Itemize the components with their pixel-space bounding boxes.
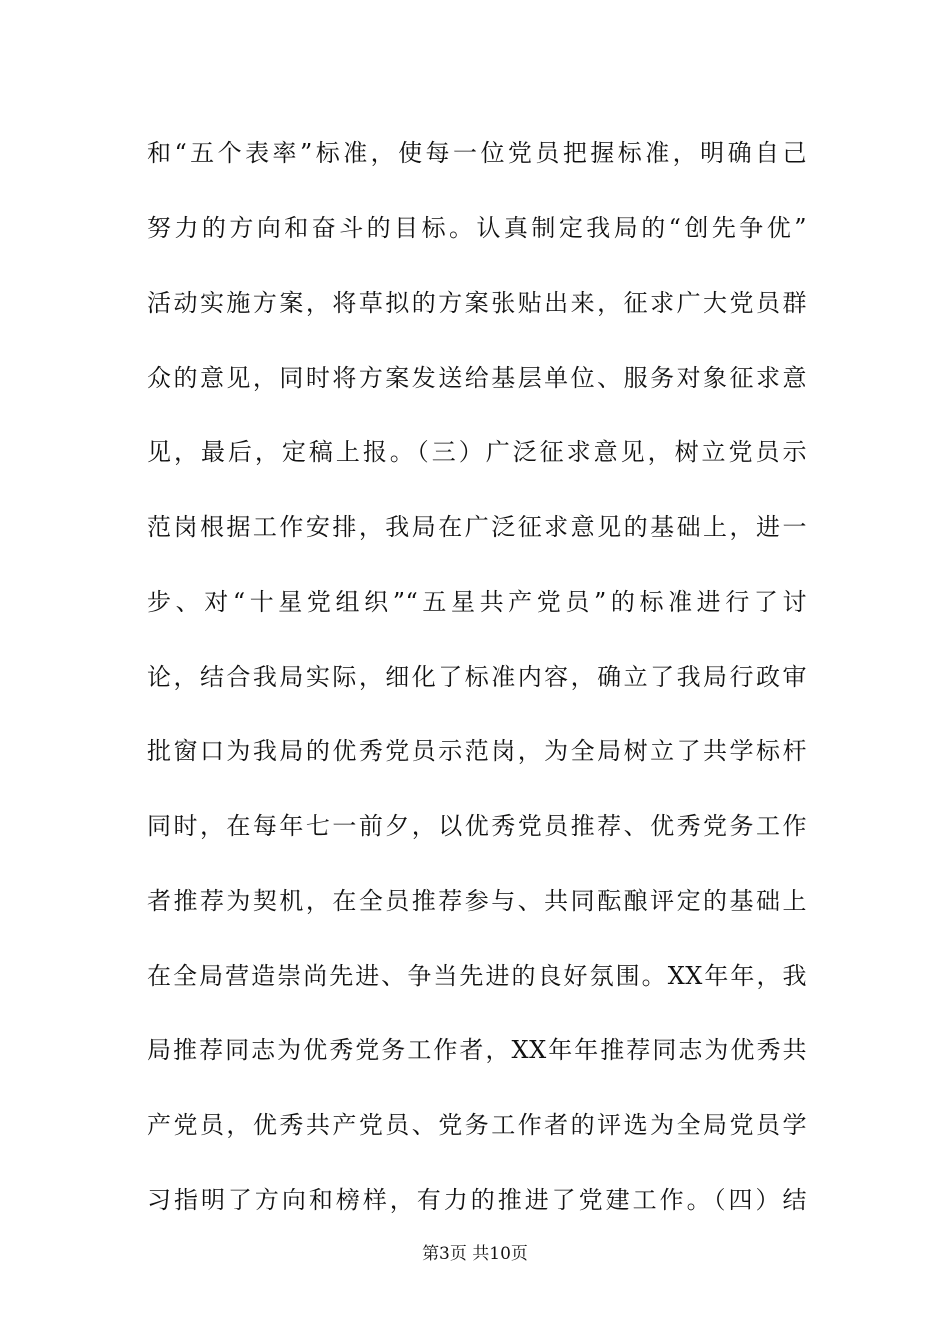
body-text-line: 局推荐同志为优秀党务工作者，XX年年推荐同志为优秀共 <box>147 1036 807 1064</box>
body-text-line: 论，结合我局实际，细化了标准内容，确立了我局行政审 <box>147 663 807 691</box>
body-text-line: 习指明了方向和榜样，有力的推进了党建工作。（四）结 <box>147 1186 807 1214</box>
body-text-line: 同时，在每年七一前夕，以优秀党员推荐、优秀党务工作 <box>147 812 807 840</box>
body-text-line: 和“五个表率”标准，使每一位党员把握标准，明确自己 <box>147 139 807 167</box>
page-number-footer: 第3页 共10页 <box>422 1244 528 1264</box>
body-text-line: 众的意见，同时将方案发送给基层单位、服务对象征求意 <box>147 364 807 392</box>
body-text-line: 在全局营造崇尚先进、争当先进的良好氛围。XX年年，我 <box>147 962 807 990</box>
body-text-line: 范岗根据工作安排，我局在广泛征求意见的基础上，进一 <box>147 513 807 541</box>
body-text-line: 者推荐为契机，在全员推荐参与、共同酝酿评定的基础上 <box>147 887 807 915</box>
body-text-line: 见，最后，定稿上报。（三）广泛征求意见，树立党员示 <box>147 438 807 466</box>
body-text-line: 步、对“十星党组织”“五星共产党员”的标准进行了讨 <box>147 588 807 616</box>
body-text-line: 努力的方向和奋斗的目标。认真制定我局的“创先争优” <box>147 214 807 242</box>
body-text-line: 批窗口为我局的优秀党员示范岗，为全局树立了共学标杆 <box>147 737 807 765</box>
body-text-line: 活动实施方案，将草拟的方案张贴出来，征求广大党员群 <box>147 289 807 317</box>
body-text-line: 产党员，优秀共产党员、党务工作者的评选为全局党员学 <box>147 1111 807 1139</box>
